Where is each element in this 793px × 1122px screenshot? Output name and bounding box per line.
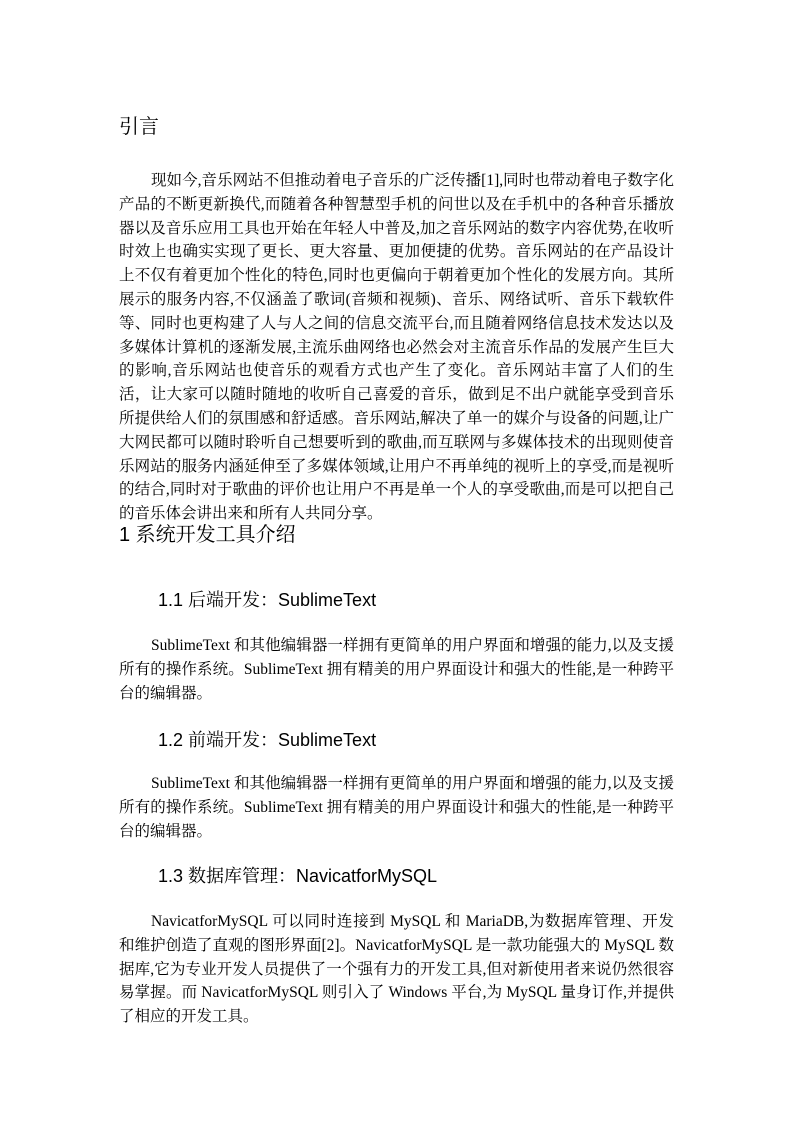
section-1-1-paragraph: SublimeText 和其他编辑器一样拥有更简单的用户界面和增强的能力,以及支援所有的操作系统。SublimeText 拥有精美的用户界面设计和强大的性能,是一种跨平台的编辑器。: [119, 637, 674, 702]
section-1-3-paragraph: NavicatforMySQL 可以同时连接到 MySQL 和 MariaDB,为数据库管理、开发和维护创造了直观的图形界面[2]。NavicatforMySQL 是一款功能强大的 MySQL 数据库,它为专业开发人员提供了一个强有力的开发工具,但对新使用者来说仍然很容易掌握。而 NavicatforMySQL 则引入了 Windows 平台,为 MySQL 量身订作,并提供了相应的开发工具。: [119, 913, 674, 1026]
section-1-title: 1 系统开发工具介绍: [119, 524, 296, 546]
section-1-2-title: 1.2 前端开发：SublimeText: [158, 730, 377, 750]
intro-paragraph: 现如今,音乐网站不但推动着电子音乐的广泛传播[1],同时也带动着电子数字化产品的不断更新换代,而随着各种智慧型手机的问世以及在手机中的各种音乐播放器以及音乐应用工具也开始在年轻人中普及,加之音乐网站的数字内容优势,在收听时效上也确实实现了更长、更大容量、更加便捷的优势。音乐网站的在产品设计上不仅有着更加个性化的特色,同时也更偏向于朝着更加个性化的发展方向。其所展示的服务内容,不仅涵盖了歌词(音频和视频)、音乐、网络试听、音乐下载软件等、同时也更构建了人与人之间的信息交流平台,而且随着网络信息技术发达以及多媒体计算机的逐渐发展,主流乐曲网络也必然会对主流音乐作品的发展产生巨大的影响,音乐网站也使音乐的观看方式也产生了变化。音乐网站丰富了人们的生活，让大家可以随时随地的收听自己喜爱的音乐，做到足不出户就能享受到音乐所提供给人们的氛围感和舒适感。音乐网站,解决了单一的媒介与设备的问题,让广大网民都可以随时聆听自己想要听到的歌曲,而互联网与多媒体技术的出现则使音乐网站的服务内涵延伸至了多媒体领域,让用户不再单纯的视听上的享受,而是视听的结合,同时对于歌曲的评价也让用户不再是单一个人的享受歌曲,而是可以把自己的音乐体会讲出来和所有人共同分享。: [119, 172, 674, 523]
section-1-2-paragraph: SublimeText 和其他编辑器一样拥有更简单的用户界面和增强的能力,以及支援所有的操作系统。SublimeText 拥有精美的用户界面设计和强大的性能,是一种跨平台的编辑器。: [119, 775, 674, 840]
section-1-3-title: 1.3 数据库管理：NavicatforMySQL: [158, 866, 438, 886]
section-1-1-title: 1.1 后端开发：SublimeText: [158, 590, 377, 610]
intro-title: 引言: [119, 116, 159, 138]
